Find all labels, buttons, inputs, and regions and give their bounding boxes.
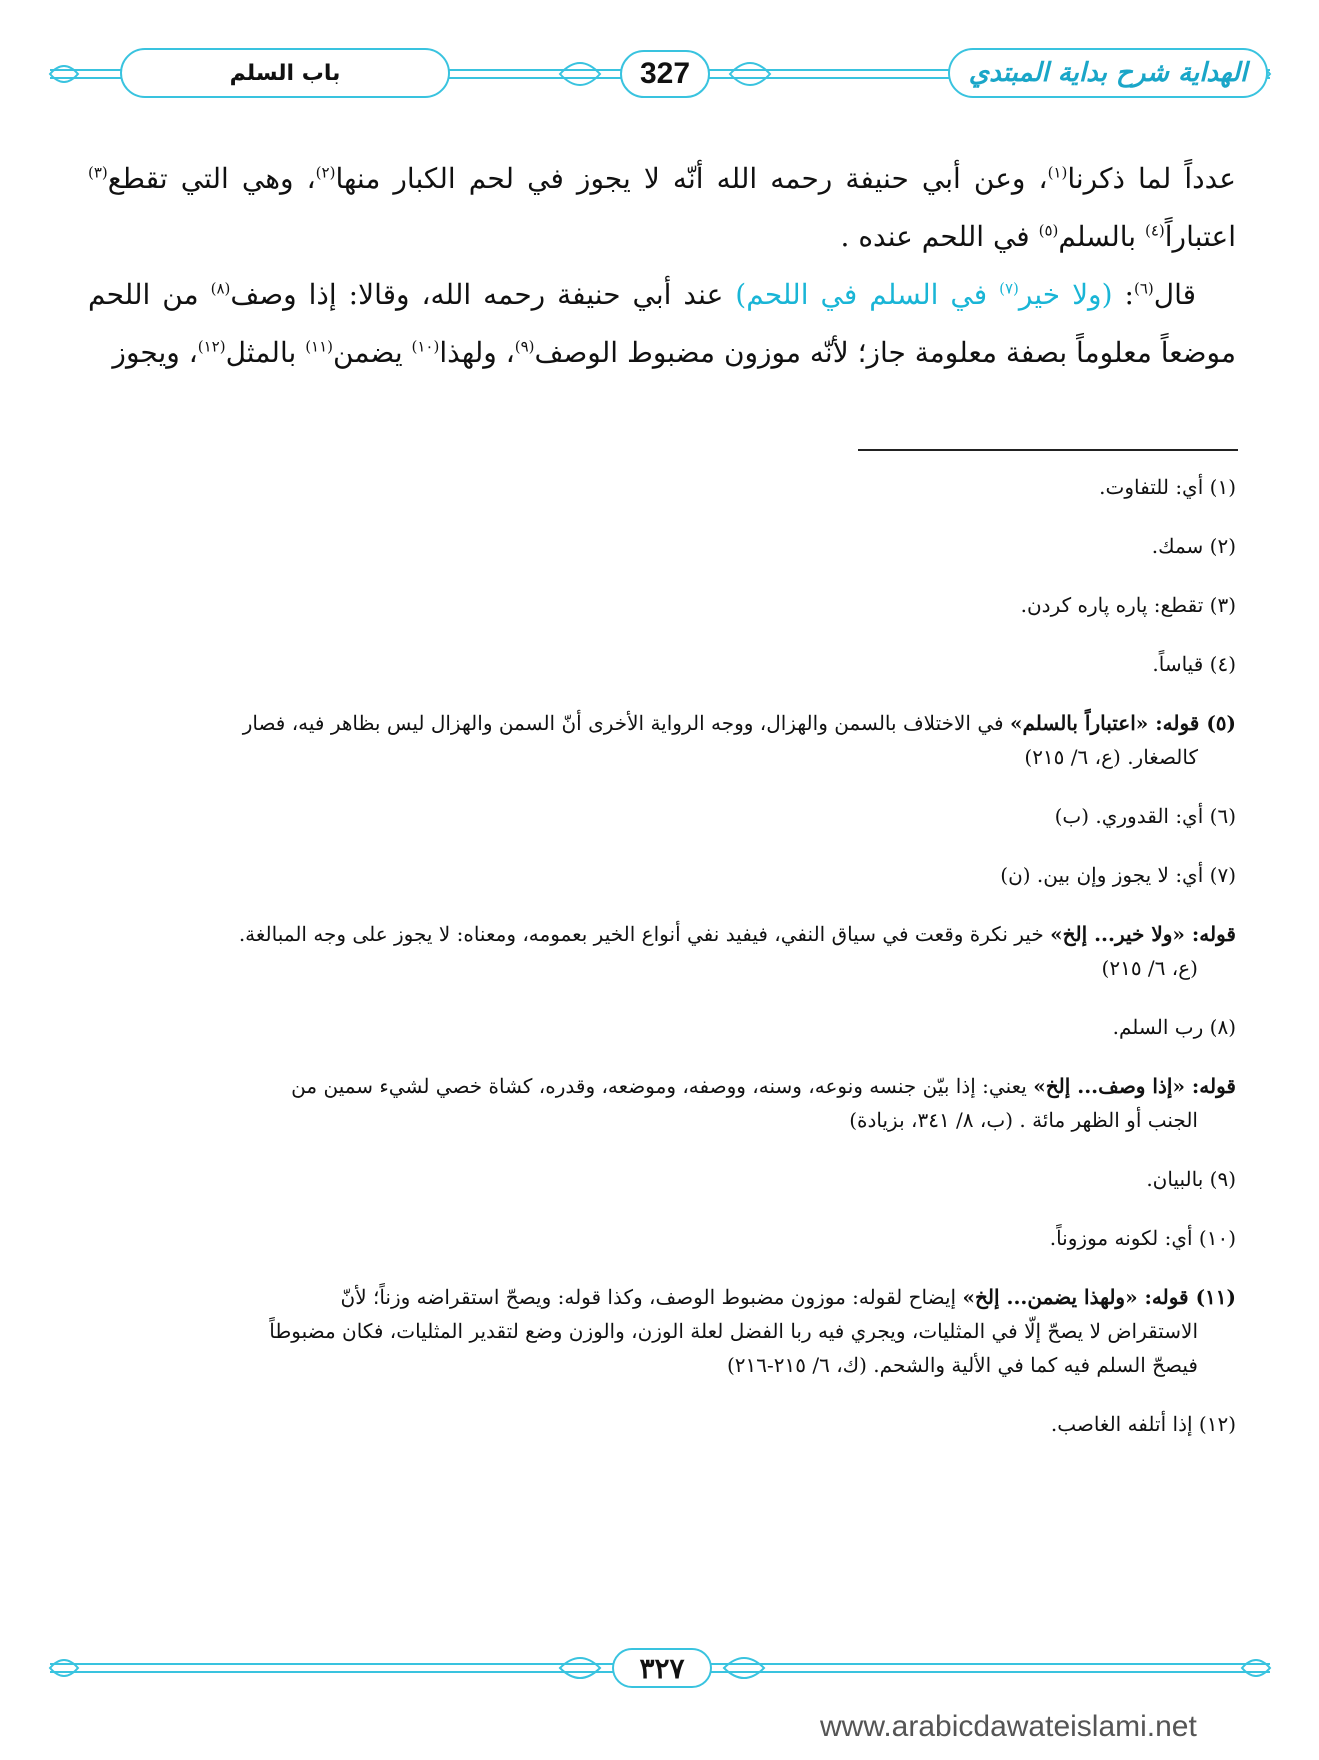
text-run: في اللحم عنده . <box>840 220 1039 253</box>
chapter-title: باب السلم <box>120 48 450 98</box>
footnote-continuation: كالصغار. (ع، ٦/ ٢١٥) <box>1024 745 1198 769</box>
text-run: يضمن <box>333 336 412 369</box>
text-run: عدداً لما ذكرنا <box>1067 162 1237 195</box>
commentary-continuation: الجنب أو الظهر مائة . (ب، ٨/ ٣٤١، بزيادة) <box>849 1108 1198 1132</box>
footer-page-number: ٣٢٧ <box>612 1648 712 1688</box>
text-run: ، وعن أبي حنيفة رحمه الله أنّه لا يجوز في لحم الكبار منها <box>335 162 1048 195</box>
text-run: بالمثل <box>225 336 306 369</box>
commentary-label: قوله: «ولا خير... إلخ» <box>1050 922 1236 946</box>
quote-run: في السلم في اللحم) <box>735 278 1000 311</box>
footnote-ref: (٣) <box>88 163 108 182</box>
footnote-5 <box>90 706 1236 774</box>
website-watermark: www.arabicdawateislami.net <box>820 1710 1197 1743</box>
footnote-6: (٦) أي: القدوري. (ب) <box>1054 804 1236 828</box>
footnote-10: (١٠) أي: لكونه موزوناً. <box>1049 1226 1236 1250</box>
footnote-4: (٤) قياساً. <box>1152 652 1236 676</box>
footnote-11 <box>90 1280 1236 1382</box>
footnote-2: (٢) سمك. <box>1151 534 1236 558</box>
commentary-7 <box>90 917 1236 985</box>
commentary-continuation: (ع، ٦/ ٢١٥) <box>1101 956 1198 980</box>
text-run: بالسلم <box>1058 220 1145 253</box>
footnote-continuation: الاستقراض لا يصحّ إلّا في المثليات، ويجري فيه ربا الفضل لعلة الوزن، والوزن وضع لتقدير المثليات، فكان مضبوطاً <box>269 1319 1198 1343</box>
commentary-text: خير نكرة وقعت في سياق النفي، فيفيد نفي أنواع الخير بعمومه، ومعناه: لا يجوز على وجه المبالغة. <box>238 922 1051 946</box>
footnote-label: (١١) قوله: «ولهذا يضمن... إلخ» <box>962 1285 1236 1309</box>
text-run: ، ولهذا <box>439 336 515 369</box>
footnote-8: (٨) رب السلم. <box>1112 1015 1236 1039</box>
footnote-ref: (٢) <box>315 163 336 182</box>
main-paragraph-2 <box>88 266 1236 382</box>
text-run: ، وهي التي تقطع <box>107 162 316 195</box>
commentary-label: قوله: «إذا وصف... إلخ» <box>1033 1074 1236 1098</box>
page-number: 327 <box>620 50 710 98</box>
text-run: قال <box>1153 278 1196 311</box>
footnote-ref: (٧) <box>999 279 1019 298</box>
main-text <box>88 150 1236 382</box>
footnote-1: (١) أي: للتفاوت. <box>1099 475 1236 499</box>
footnote-ref: (٥) <box>1038 221 1059 240</box>
quote-run: (ولا خير <box>1018 278 1113 311</box>
footnote-ref: (١) <box>1047 163 1068 182</box>
footnote-12: (١٢) إذا أتلفه الغاصب. <box>1050 1412 1236 1436</box>
footnote-ref: (١١) <box>305 337 334 356</box>
footnote-ref: (٦) <box>1133 279 1154 298</box>
footnotes <box>90 470 1236 1466</box>
footnote-label: (٥) قوله: «اعتباراً بالسلم» <box>1009 711 1236 735</box>
footnote-7: (٧) أي: لا يجوز وإن بين. (ن) <box>1000 863 1236 887</box>
main-paragraph-1 <box>88 150 1236 266</box>
footnote-ref: (٨) <box>210 279 231 298</box>
text-run: من اللحم موضعاً معلوماً بصفة معلومة جاز؛ لأنّه موزون مضبوط الوصف <box>88 278 1236 369</box>
footnote-3: (٣) تقطع: پاره پاره كردن. <box>1020 593 1236 617</box>
footnote-ref: (١٠) <box>411 337 440 356</box>
page-footer <box>0 1640 1319 1700</box>
text-run: عند أبي حنيفة رحمه الله، وقالا: إذا وصف <box>230 278 736 311</box>
footnote-text: إيضاح لقوله: موزون مضبوط الوصف، وكذا قوله: ويصحّ استقراضه وزناً؛ لأنّ <box>340 1285 963 1309</box>
commentary-8 <box>90 1069 1236 1137</box>
page-header <box>0 40 1319 110</box>
matn-quote <box>735 278 1112 311</box>
footnote-continuation: فيصحّ السلم فيه كما في الألية والشحم. (ك، ٦/ ٢١٥-٢١٦) <box>726 1353 1198 1377</box>
book-title: الهداية شرح بداية المبتدي <box>948 48 1268 98</box>
footnote-divider <box>858 449 1238 451</box>
footnote-ref: (٩) <box>514 337 535 356</box>
text-run: اعتباراً <box>1164 220 1236 253</box>
commentary-text: يعني: إذا بيّن جنسه ونوعه، وسنه، ووصفه، وموضعه، وقدره، كشاة خصي لشيء سمين من <box>291 1074 1034 1098</box>
footnote-ref: (٤) <box>1145 221 1165 240</box>
footnote-9: (٩) بالبيان. <box>1146 1167 1236 1191</box>
text-run: : <box>1112 278 1134 311</box>
footnote-text: في الاختلاف بالسمن والهزال، ووجه الرواية الأخرى أنّ السمن والهزال ليس بظاهر فيه، فصار <box>242 711 1010 735</box>
text-run: ، ويجوز <box>112 336 198 369</box>
footnote-ref: (١٢) <box>197 337 226 356</box>
